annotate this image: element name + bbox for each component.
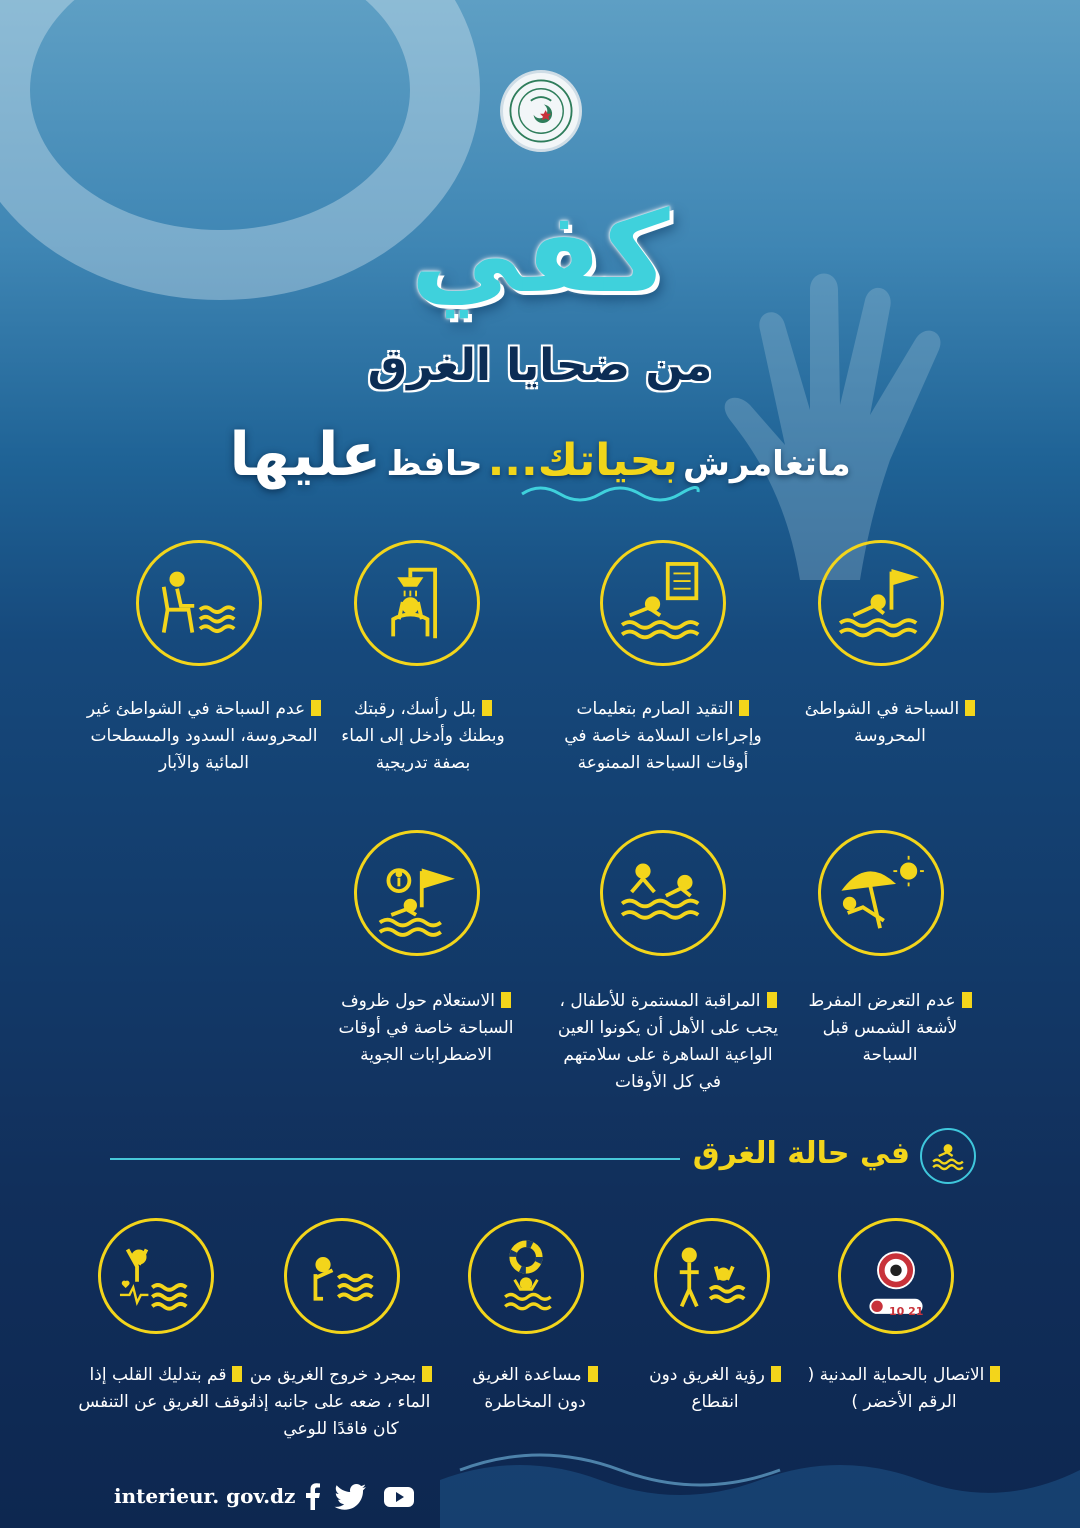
emergency-section-title: في حالة الغرق — [692, 1136, 910, 1171]
slogan-part-3: حافظ — [386, 444, 483, 484]
tip-caption-2: التقيد الصارم بتعليمات وإجراءات السلامة خاصة في أوقات السباحة الممنوعة — [564, 699, 762, 773]
bullet-marker — [739, 700, 749, 716]
bullet-marker — [482, 700, 492, 716]
tip-caption-6: المراقبة المستمرة للأطفال ، يجب على الأهل أن يكونوا العين الواعية الساهرة على سلامتهم في كل الأوقات — [557, 991, 779, 1092]
slogan-part-1: ماتغامرش — [683, 444, 851, 484]
side-position-icon — [284, 1218, 400, 1334]
twitter-icon[interactable] — [334, 1482, 368, 1512]
bullet-marker — [962, 992, 972, 1008]
civil-protection-icon — [838, 1218, 954, 1334]
slogan-wave-decoration — [520, 480, 700, 504]
swimmer-document-icon — [600, 540, 726, 666]
tip-caption-5: عدم التعرض المفرط لأشعة الشمس قبل السباحة — [800, 988, 980, 1069]
youtube-icon[interactable] — [382, 1482, 416, 1512]
swimmer-section-icon — [920, 1128, 976, 1184]
bullet-marker — [232, 1366, 242, 1382]
watch-drowning-icon — [654, 1218, 770, 1334]
children-swimming-icon — [600, 830, 726, 956]
emergency-caption-2: رؤية الغريق دون انقطاع — [640, 1362, 790, 1416]
emergency-caption-1: الاتصال بالحماية المدنية ( الرقم الأخضر ) — [800, 1362, 1008, 1416]
facebook-icon[interactable] — [298, 1482, 328, 1512]
bullet-marker — [990, 1366, 1000, 1382]
swimmer-flag-icon — [818, 540, 944, 666]
bullet-marker — [501, 992, 511, 1008]
bullet-marker — [422, 1366, 432, 1382]
emergency-caption-5: قم بتدليك القلب إذا توقف الغريق عن التنفس — [78, 1365, 254, 1412]
bullet-marker — [767, 992, 777, 1008]
green-number-badge: 10 21 — [889, 1305, 924, 1318]
website-link[interactable]: interieur. gov.dz — [114, 1484, 296, 1508]
bullet-marker — [771, 1366, 781, 1382]
tip-caption-4: عدم السباحة في الشواطئ غير المحروسة، السدود والمسطحات المائية والآبار — [84, 696, 324, 777]
state-seal-logo — [500, 70, 582, 152]
tip-caption-1: السباحة في الشواطئ المحروسة — [790, 696, 990, 750]
main-headline: كفي — [410, 188, 670, 318]
info-flag-icon — [354, 830, 480, 956]
bullet-marker — [311, 700, 321, 716]
heart-massage-icon — [98, 1218, 214, 1334]
lifebuoy-icon — [468, 1218, 584, 1334]
section-divider-line — [110, 1158, 680, 1160]
emergency-caption-3: مساعدة الغريق دون المخاطرة — [460, 1362, 610, 1416]
bullet-marker — [965, 700, 975, 716]
tip-caption-7: الاستعلام حول ظروف السباحة خاصة في أوقات الاضطرابات الجوية — [338, 991, 514, 1065]
emergency-caption-4: بمجرد خروج الغريق من الماء ، ضعه على جانبه إذا كان فاقدًا للوعي — [249, 1365, 431, 1439]
slogan-part-2: بحياتك... — [487, 435, 678, 486]
bullet-marker — [588, 1366, 598, 1382]
sun-umbrella-icon — [818, 830, 944, 956]
lifeguard-chair-icon — [136, 540, 262, 666]
wave-decoration — [440, 1440, 1080, 1528]
tip-caption-3: بلل رأسك، رقبتك وبطنك وأدخل إلى الماء بصفة تدريجية — [341, 699, 505, 773]
slogan-part-4: عليها — [229, 420, 382, 490]
headline-subtitle: من ضحايا الغرق — [367, 340, 713, 391]
shower-icon — [354, 540, 480, 666]
